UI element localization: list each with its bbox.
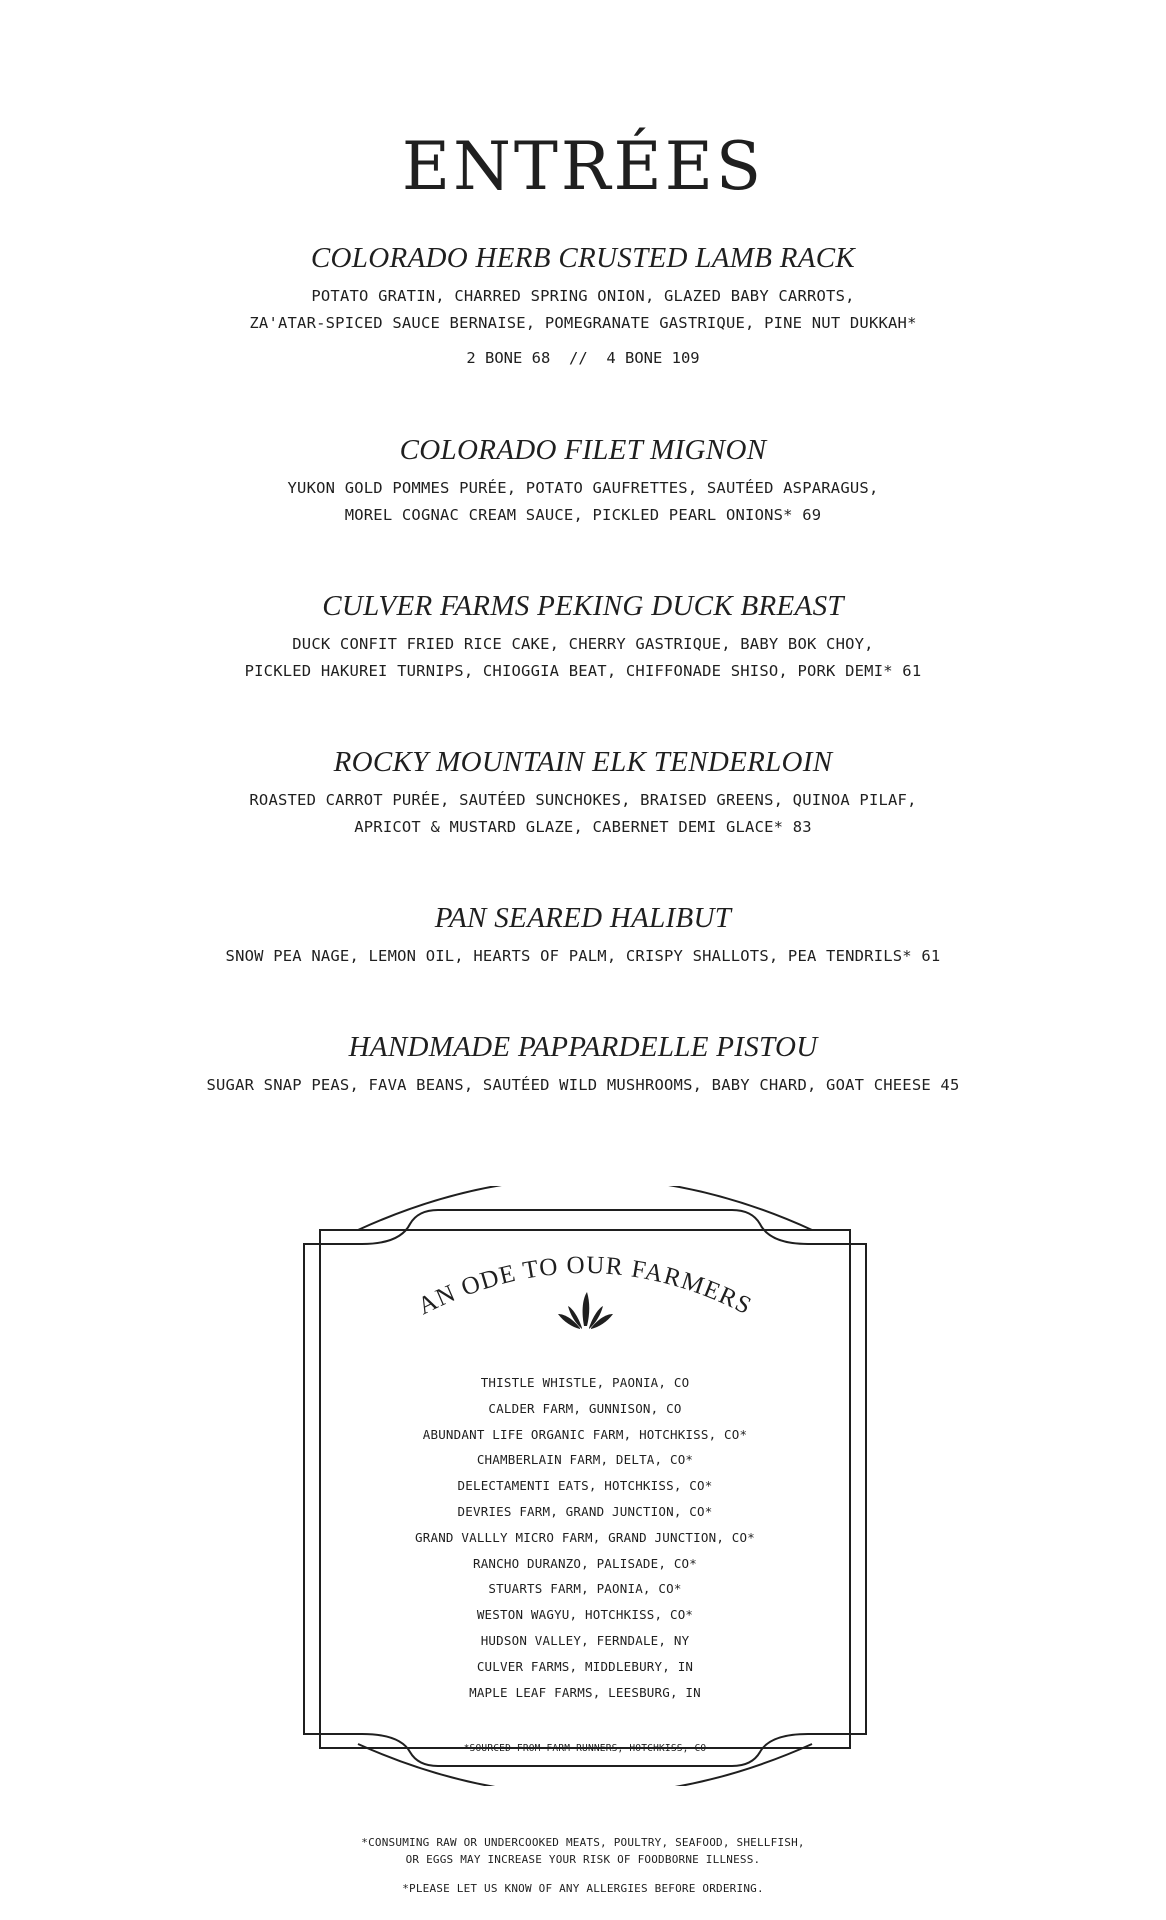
list-item: THISTLE WHISTLE, PAONIA, CO [480,1375,690,1390]
dish-name: COLORADO FILET MIGNON [399,434,767,466]
dish-description-line-2: APRICOT & MUSTARD GLAZE, CABERNET DEMI GLACE* 83 [354,818,812,836]
farmers-title: AN ODE TO OUR FARMERS [413,1251,757,1321]
dish-name: CULVER FARMS PEKING DUCK BREAST [322,590,844,622]
menu-item-lamb-rack [0,242,1166,372]
dish-name: ROCKY MOUNTAIN ELK TENDERLOIN [333,746,833,778]
dish-description-line-1: YUKON GOLD POMMES PURÉE, POTATO GAUFRETTES, SAUTÉED ASPARAGUS, [287,479,879,497]
list-item: WESTON WAGYU, HOTCHKISS, CO* [476,1607,694,1623]
dish-price: 2 BONE 68 // 4 BONE 109 [466,349,700,367]
dish-description-line-1: POTATO GRATIN, CHARRED SPRING ONION, GLAZED BABY CARROTS, [311,287,855,305]
sourced-note: *SOURCED FROM FARM RUNNERS, HOTCHKISS, CO [463,1743,707,1754]
farm-list [300,1370,870,1705]
dish-description-line-1: DUCK CONFIT FRIED RICE CAKE, CHERRY GASTRIQUE, BABY BOK CHOY, [292,635,874,653]
page-title: ENTRÉES [401,128,765,205]
dish-description-line-1: ROASTED CARROT PURÉE, SAUTÉED SUNCHOKES, BRAISED GREENS, QUINOA PILAF, [249,791,917,809]
farmers-frame [300,1186,870,1786]
menu-item-elk-tenderloin [0,746,1166,841]
dish-description-line-2: ZA'ATAR-SPICED SAUCE BERNAISE, POMEGRANATE GASTRIQUE, PINE NUT DUKKAH* [249,314,917,332]
list-item: RANCHO DURANZO, PALISADE, CO* [472,1555,698,1571]
consumption-warning [0,1834,1166,1868]
list-item: CALDER FARM, GUNNISON, CO [488,1400,682,1416]
list-item: GRAND VALLLY MICRO FARM, GRAND JUNCTION, CO* [415,1529,755,1545]
consumption-warning-line-1: *CONSUMING RAW OR UNDERCOOKED MEATS, POULTRY, SEAFOOD, SHELLFISH, [361,1836,805,1849]
list-item: MAPLE LEAF FARMS, LEESBURG, IN [469,1684,701,1700]
list-item: DELECTAMENTI EATS, HOTCHKISS, CO* [457,1478,713,1494]
menu-item-filet-mignon [0,434,1166,529]
list-item: STUARTS FARM, PAONIA, CO* [488,1581,682,1597]
list-item: ABUNDANT LIFE ORGANIC FARM, HOTCHKISS, CO* [422,1426,748,1442]
menu-item-halibut [0,902,1166,970]
list-item: CULVER FARMS, MIDDLEBURY, IN [476,1658,694,1674]
list-item: HUDSON VALLEY, FERNDALE, NY [480,1632,690,1648]
consumption-warning-line-2: OR EGGS MAY INCREASE YOUR RISK OF FOODBORNE ILLNESS. [405,1853,761,1866]
dish-name: PAN SEARED HALIBUT [434,902,732,934]
dish-description-line-1: SUGAR SNAP PEAS, FAVA BEANS, SAUTÉED WILD MUSHROOMS, BABY CHARD, GOAT CHEESE 45 [206,1076,960,1094]
allergy-note: *PLEASE LET US KNOW OF ANY ALLERGIES BEFORE ORDERING. [402,1882,764,1895]
dish-description-line-2: MOREL COGNAC CREAM SAUCE, PICKLED PEARL ONIONS* 69 [344,506,822,524]
dish-name: HANDMADE PAPPARDELLE PISTOU [348,1031,818,1063]
sprout-ornament-icon [558,1292,613,1329]
farmers-title-arch [300,1186,870,1346]
dish-description-line-2: PICKLED HAKUREI TURNIPS, CHIOGGIA BEAT, CHIFFONADE SHISO, PORK DEMI* 61 [244,662,922,680]
menu-item-duck-breast [0,590,1166,685]
list-item: CHAMBERLAIN FARM, DELTA, CO* [476,1452,694,1468]
dish-name: COLORADO HERB CRUSTED LAMB RACK [310,242,856,274]
list-item: DEVRIES FARM, GRAND JUNCTION, CO* [457,1503,713,1519]
menu-item-pappardelle [0,1031,1166,1099]
dish-description-line-1: SNOW PEA NAGE, LEMON OIL, HEARTS OF PALM, CRISPY SHALLOTS, PEA TENDRILS* 61 [225,947,941,965]
